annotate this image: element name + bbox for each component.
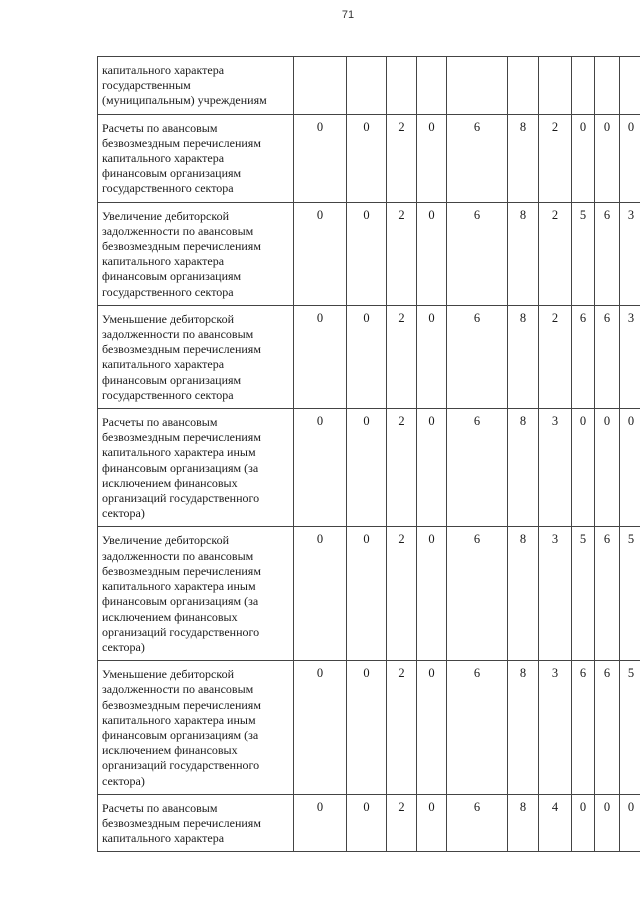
code-digit-cell bbox=[294, 57, 347, 115]
code-digit-cell: 2 bbox=[387, 794, 417, 852]
description-line: государственного сектора bbox=[102, 181, 234, 196]
code-digit-cell: 2 bbox=[387, 527, 417, 661]
description-line: организаций государственного bbox=[102, 624, 260, 639]
table-row bbox=[98, 114, 640, 202]
code-digit-cell: 0 bbox=[572, 409, 595, 527]
description-line: безвозмездным перечислениям bbox=[102, 135, 261, 150]
code-digit-cell: 3 bbox=[620, 305, 640, 408]
account-description-cell bbox=[98, 527, 294, 661]
description-line: сектора) bbox=[102, 639, 145, 654]
account-description-cell bbox=[98, 409, 294, 527]
description-line: Расчеты по авансовым bbox=[102, 800, 218, 815]
code-digit-cell: 5 bbox=[620, 527, 640, 661]
code-digit-cell bbox=[508, 57, 539, 115]
code-digit-cell: 2 bbox=[539, 114, 572, 202]
code-digit-cell: 8 bbox=[508, 794, 539, 852]
code-digit-cell: 5 bbox=[620, 661, 640, 795]
account-description-cell bbox=[98, 661, 294, 795]
description-line: задолженности по авансовым bbox=[102, 682, 254, 697]
code-digit-cell bbox=[572, 57, 595, 115]
description-line: государственным bbox=[102, 78, 191, 93]
code-digit-cell: 0 bbox=[294, 114, 347, 202]
code-digit-cell bbox=[347, 57, 387, 115]
code-digit-cell: 6 bbox=[447, 409, 508, 527]
code-digit-cell: 0 bbox=[294, 305, 347, 408]
code-digit-cell: 3 bbox=[539, 527, 572, 661]
code-digit-cell: 0 bbox=[347, 527, 387, 661]
description-line: безвозмездным перечислениям bbox=[102, 815, 261, 830]
code-digit-cell: 3 bbox=[539, 661, 572, 795]
description-line: финансовым организациям (за bbox=[102, 594, 259, 609]
code-digit-cell: 6 bbox=[595, 661, 620, 795]
description-line: финансовым организациям bbox=[102, 166, 242, 181]
table-row bbox=[98, 794, 640, 852]
code-digit-cell: 6 bbox=[572, 305, 595, 408]
code-digit-cell bbox=[620, 57, 640, 115]
code-digit-cell: 0 bbox=[620, 409, 640, 527]
code-digit-cell: 0 bbox=[294, 202, 347, 305]
code-digit-cell: 0 bbox=[347, 114, 387, 202]
description-line: исключением финансовых bbox=[102, 743, 238, 758]
code-digit-cell: 8 bbox=[508, 202, 539, 305]
code-digit-cell: 6 bbox=[447, 794, 508, 852]
description-line: Увеличение дебиторской bbox=[102, 208, 230, 223]
description-line: (муниципальным) учреждениям bbox=[102, 93, 267, 108]
code-digit-cell bbox=[387, 57, 417, 115]
description-line: безвозмездным перечислениям bbox=[102, 563, 261, 578]
description-line: капитального характера иным bbox=[102, 712, 256, 727]
code-digit-cell: 0 bbox=[417, 661, 447, 795]
code-digit-cell: 5 bbox=[572, 202, 595, 305]
code-digit-cell: 2 bbox=[387, 202, 417, 305]
description-line: Расчеты по авансовым bbox=[102, 120, 218, 135]
description-line: задолженности по авансовым bbox=[102, 223, 254, 238]
code-digit-cell: 2 bbox=[387, 114, 417, 202]
code-digit-cell: 0 bbox=[294, 409, 347, 527]
code-digit-cell bbox=[417, 57, 447, 115]
description-line: исключением финансовых bbox=[102, 475, 238, 490]
code-digit-cell: 8 bbox=[508, 114, 539, 202]
account-description-cell bbox=[98, 794, 294, 852]
description-line: финансовым организациям bbox=[102, 269, 242, 284]
code-digit-cell: 2 bbox=[387, 661, 417, 795]
code-digit-cell: 0 bbox=[417, 202, 447, 305]
code-digit-cell: 6 bbox=[595, 527, 620, 661]
code-digit-cell: 0 bbox=[595, 114, 620, 202]
code-digit-cell: 3 bbox=[539, 409, 572, 527]
code-digit-cell: 6 bbox=[595, 305, 620, 408]
description-line: исключением финансовых bbox=[102, 609, 238, 624]
description-line: капитального характера иным bbox=[102, 445, 256, 460]
description-line: Расчеты по авансовым bbox=[102, 415, 218, 430]
code-digit-cell bbox=[595, 57, 620, 115]
code-digit-cell: 6 bbox=[447, 527, 508, 661]
description-line: капитального характера bbox=[102, 63, 225, 77]
description-line: финансовым организациям bbox=[102, 372, 242, 387]
code-digit-cell: 0 bbox=[572, 794, 595, 852]
table-body bbox=[98, 57, 640, 852]
code-digit-cell: 2 bbox=[539, 202, 572, 305]
code-digit-cell: 8 bbox=[508, 661, 539, 795]
account-description-cell bbox=[98, 305, 294, 408]
description-line: государственного сектора bbox=[102, 284, 234, 299]
code-digit-cell: 6 bbox=[447, 661, 508, 795]
table-row bbox=[98, 409, 640, 527]
account-description-cell bbox=[98, 202, 294, 305]
description-line: задолженности по авансовым bbox=[102, 548, 254, 563]
table-row bbox=[98, 527, 640, 661]
code-digit-cell: 0 bbox=[294, 794, 347, 852]
code-digit-cell: 8 bbox=[508, 305, 539, 408]
code-digit-cell: 0 bbox=[595, 409, 620, 527]
table-row bbox=[98, 57, 640, 115]
code-digit-cell: 0 bbox=[347, 661, 387, 795]
code-digit-cell: 6 bbox=[447, 202, 508, 305]
description-line: капитального характера bbox=[102, 254, 225, 269]
code-digit-cell: 2 bbox=[539, 305, 572, 408]
code-digit-cell: 2 bbox=[387, 409, 417, 527]
description-line: безвозмездным перечислениям bbox=[102, 342, 261, 357]
description-line: финансовым организациям (за bbox=[102, 460, 259, 475]
description-line: организаций государственного bbox=[102, 758, 260, 773]
code-digit-cell: 0 bbox=[417, 794, 447, 852]
code-digit-cell: 0 bbox=[572, 114, 595, 202]
description-line: капитального характера bbox=[102, 151, 225, 166]
code-digit-cell: 0 bbox=[417, 409, 447, 527]
code-digit-cell: 0 bbox=[347, 305, 387, 408]
description-line: безвозмездным перечислениям bbox=[102, 430, 261, 445]
description-line: Уменьшение дебиторской bbox=[102, 311, 235, 326]
code-digit-cell: 8 bbox=[508, 409, 539, 527]
code-digit-cell: 6 bbox=[447, 305, 508, 408]
account-description-cell bbox=[98, 114, 294, 202]
account-codes-table bbox=[97, 56, 640, 852]
description-line: сектора) bbox=[102, 773, 145, 788]
code-digit-cell: 0 bbox=[620, 794, 640, 852]
table-row bbox=[98, 202, 640, 305]
table-row bbox=[98, 305, 640, 408]
code-digit-cell bbox=[447, 57, 508, 115]
description-line: организаций государственного bbox=[102, 491, 260, 506]
description-line: капитального характера bbox=[102, 357, 225, 372]
description-line: капитального характера bbox=[102, 831, 225, 846]
code-digit-cell: 5 bbox=[572, 527, 595, 661]
description-line: безвозмездным перечислениям bbox=[102, 697, 261, 712]
code-digit-cell: 0 bbox=[417, 305, 447, 408]
description-line: сектора) bbox=[102, 506, 145, 521]
code-digit-cell: 2 bbox=[387, 305, 417, 408]
code-digit-cell: 0 bbox=[417, 114, 447, 202]
page-number: 71 bbox=[341, 9, 355, 21]
code-digit-cell: 0 bbox=[595, 794, 620, 852]
code-digit-cell bbox=[539, 57, 572, 115]
description-line: финансовым организациям (за bbox=[102, 727, 259, 742]
table-row bbox=[98, 661, 640, 795]
code-digit-cell: 0 bbox=[347, 202, 387, 305]
code-digit-cell: 0 bbox=[347, 794, 387, 852]
code-digit-cell: 0 bbox=[620, 114, 640, 202]
description-line: безвозмездным перечислениям bbox=[102, 239, 261, 254]
description-line: капитального характера иным bbox=[102, 579, 256, 594]
description-line: Уменьшение дебиторской bbox=[102, 667, 235, 682]
code-digit-cell: 0 bbox=[294, 527, 347, 661]
description-line: Увеличение дебиторской bbox=[102, 533, 230, 548]
code-digit-cell: 6 bbox=[447, 114, 508, 202]
description-line: задолженности по авансовым bbox=[102, 327, 254, 342]
code-digit-cell: 4 bbox=[539, 794, 572, 852]
code-digit-cell: 8 bbox=[508, 527, 539, 661]
code-digit-cell: 0 bbox=[294, 661, 347, 795]
code-digit-cell: 0 bbox=[347, 409, 387, 527]
code-digit-cell: 3 bbox=[620, 202, 640, 305]
code-digit-cell: 0 bbox=[417, 527, 447, 661]
description-line: государственного сектора bbox=[102, 387, 234, 402]
code-digit-cell: 6 bbox=[572, 661, 595, 795]
code-digit-cell: 6 bbox=[595, 202, 620, 305]
account-description-cell bbox=[98, 57, 294, 115]
